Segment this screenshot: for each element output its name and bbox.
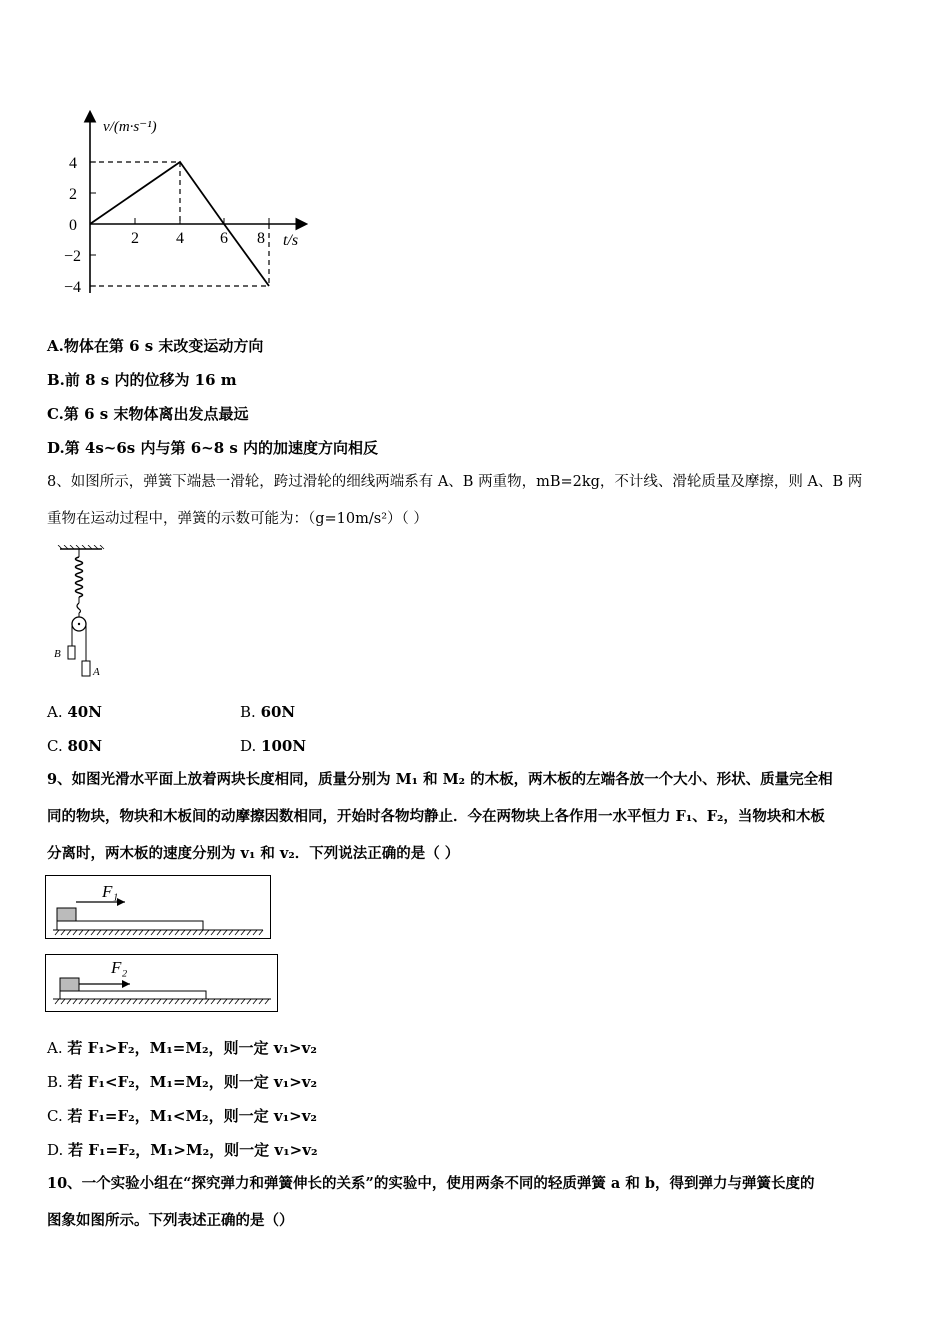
board-2	[60, 991, 206, 999]
mass-a	[82, 661, 90, 676]
board-1	[57, 921, 203, 930]
q9-stem-line-2: 同的物块，物块和木板间的动摩擦因数相同，开始时各物均静止．今在两物块上各作用一水平恒力 F₁、F₂，当物块和木板	[47, 808, 825, 825]
x-axis-label: t/s	[283, 232, 299, 249]
mass-b	[68, 646, 75, 659]
q8-stem-line-1: 8、如图所示，弹簧下端悬一滑轮，跨过滑轮的细线两端系有 A、B 两重物，mB=2kg，不计线、滑轮质量及摩擦，则 A、B 两	[47, 474, 863, 490]
y-tick-label: 4	[69, 155, 77, 172]
velocity-time-graph	[55, 105, 325, 305]
force-label-f2: F₂	[111, 958, 128, 977]
label-b: B	[54, 648, 61, 660]
q7-option-a: A.物体在第 6 s 末改变运动方向	[47, 337, 264, 355]
q8-option-c: C. 80N	[47, 737, 103, 755]
x-tick-label: 2	[131, 230, 139, 247]
block-1	[57, 908, 76, 921]
q7-option-d: D.第 4s~6s 内与第 6~8 s 内的加速度方向相反	[47, 439, 379, 457]
x-tick-label: 4	[176, 230, 184, 247]
q9-option-d: D. 若 F₁=F₂，M₁>M₂，则一定 v₁>v₂	[47, 1141, 318, 1159]
y-tick-label: 2	[69, 186, 77, 203]
q8-stem-line-2: 重物在运动过程中，弹簧的示数可能为：（g=10m/s²）（ ）	[47, 511, 428, 527]
q10-stem-line-1: 10、一个实验小组在“探究弹力和弹簧伸长的关系”的实验中，使用两条不同的轻质弹簧 a 和 b，得到弹力与弹簧长度的	[47, 1175, 815, 1192]
q9-option-a: A. 若 F₁>F₂，M₁=M₂，则一定 v₁>v₂	[47, 1039, 317, 1057]
x-tick-label: 8	[257, 230, 265, 247]
q8-option-b: B. 60N	[240, 703, 296, 721]
q9-option-b: B. 若 F₁<F₂，M₁=M₂，则一定 v₁>v₂	[47, 1073, 318, 1091]
y-axis-label: v/(m·s⁻¹)	[103, 119, 157, 135]
q9-stem-line-3: 分离时，两木板的速度分别为 v₁ 和 v₂．下列说法正确的是（ ）	[47, 845, 460, 862]
q8-option-d: D. 100N	[240, 737, 307, 755]
y-tick-label: 0	[69, 217, 77, 234]
y-tick-label: −2	[63, 248, 81, 265]
q7-option-b: B.前 8 s 内的位移为 16 m	[47, 371, 237, 389]
label-a: A	[93, 666, 100, 678]
q8-option-a: A. 40N	[47, 703, 102, 721]
q9-figure-2	[45, 954, 279, 1014]
x-tick-label: 6	[220, 230, 228, 247]
q9-stem-line-1: 9、如图光滑水平面上放着两块长度相同，质量分别为 M₁ 和 M₂ 的木板，两木板的左端各放一个大小、形状、质量完全相	[47, 771, 833, 788]
y-tick-label: −4	[63, 279, 81, 296]
block-2	[60, 978, 79, 991]
force-label-f1: F₁	[102, 882, 119, 901]
spring	[76, 557, 83, 597]
q9-figure-1	[45, 875, 272, 941]
spring-pulley-diagram	[48, 545, 118, 685]
q7-option-c: C.第 6 s 末物体离出发点最远	[47, 405, 249, 423]
q9-option-c: C. 若 F₁=F₂，M₁<M₂，则一定 v₁>v₂	[47, 1107, 317, 1125]
q10-stem-line-2: 图象如图所示。下列表述正确的是（）	[47, 1212, 294, 1229]
